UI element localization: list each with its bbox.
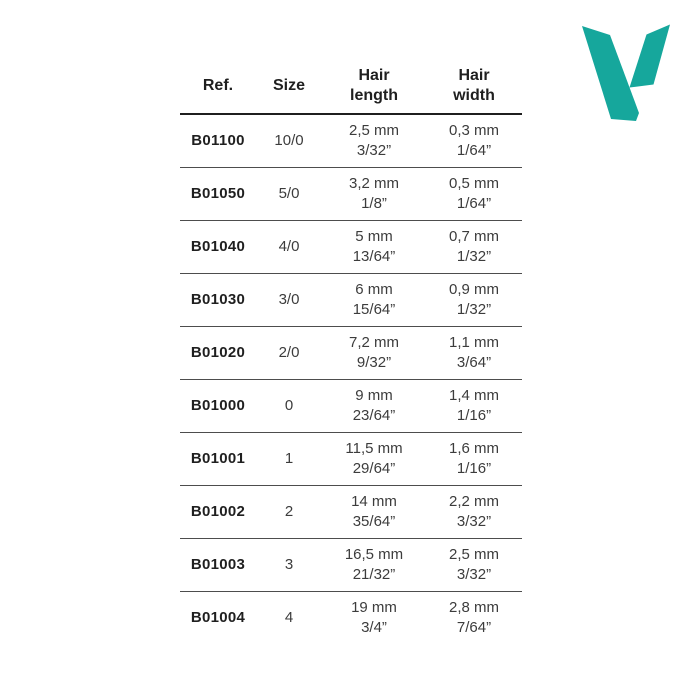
ref-cell bbox=[180, 486, 256, 539]
hair-width-inch: 1/32” bbox=[456, 301, 492, 318]
ref-cell bbox=[180, 327, 256, 380]
size-value: 5/0 bbox=[278, 185, 300, 202]
hair-width-cell bbox=[426, 433, 522, 486]
hair-width-cell bbox=[426, 274, 522, 327]
ref-cell bbox=[180, 274, 256, 327]
size-value: 0 bbox=[284, 397, 294, 414]
table-row bbox=[180, 539, 522, 592]
hair-width-mm: 2,8 mm bbox=[448, 599, 499, 616]
hair-width-cell bbox=[426, 327, 522, 380]
hair-width-inch: 1/64” bbox=[456, 195, 492, 212]
ref-cell bbox=[180, 221, 256, 274]
size-value: 4/0 bbox=[278, 238, 300, 255]
table-row bbox=[180, 221, 522, 274]
size-value: 3/0 bbox=[278, 291, 300, 308]
table-header-row bbox=[180, 58, 522, 114]
hair-width-inch: 7/64” bbox=[456, 619, 492, 636]
table-row bbox=[180, 433, 522, 486]
hair-length-inch: 35/64” bbox=[352, 513, 396, 530]
hair-length-mm: 7,2 mm bbox=[348, 334, 399, 351]
ref-value: B01004 bbox=[190, 609, 246, 626]
hair-length-inch: 21/32” bbox=[352, 566, 396, 583]
size-cell bbox=[256, 274, 322, 327]
hair-width-inch: 1/16” bbox=[456, 460, 492, 477]
hair-length-inch: 3/32” bbox=[356, 142, 392, 159]
hair-width-cell bbox=[426, 592, 522, 645]
ref-cell bbox=[180, 168, 256, 221]
header-hair-length bbox=[322, 58, 426, 114]
header-ref-label: Ref. bbox=[202, 76, 234, 94]
size-cell bbox=[256, 380, 322, 433]
ref-value: B01100 bbox=[191, 132, 245, 149]
size-value: 3 bbox=[284, 556, 294, 573]
hair-width-cell bbox=[426, 168, 522, 221]
hair-width-inch: 1/16” bbox=[456, 407, 492, 424]
size-value: 1 bbox=[284, 450, 294, 467]
hair-length-mm: 5 mm bbox=[355, 228, 393, 245]
size-cell bbox=[256, 221, 322, 274]
hair-width-cell bbox=[426, 486, 522, 539]
hair-length-mm: 19 mm bbox=[351, 599, 397, 616]
v-logo-right-stroke bbox=[630, 25, 671, 88]
size-cell bbox=[256, 486, 322, 539]
size-cell bbox=[256, 114, 322, 168]
hair-width-mm: 0,7 mm bbox=[448, 228, 499, 245]
hair-width-inch: 3/32” bbox=[456, 566, 492, 583]
table-row bbox=[180, 327, 522, 380]
table-row bbox=[180, 114, 522, 168]
hair-length-mm: 14 mm bbox=[351, 493, 397, 510]
ref-cell bbox=[180, 592, 256, 645]
table-row bbox=[180, 274, 522, 327]
hair-length-mm: 6 mm bbox=[355, 281, 393, 298]
size-value: 2/0 bbox=[278, 344, 300, 361]
table-body bbox=[180, 114, 522, 644]
table-row bbox=[180, 168, 522, 221]
hair-width-mm: 2,5 mm bbox=[448, 546, 499, 563]
ref-value: B01002 bbox=[190, 503, 246, 520]
hair-length-mm: 3,2 mm bbox=[348, 175, 399, 192]
header-hair-width bbox=[426, 58, 522, 114]
hair-length-mm: 16,5 mm bbox=[344, 546, 404, 563]
hair-length-inch: 23/64” bbox=[352, 407, 396, 424]
size-value: 10/0 bbox=[274, 132, 304, 149]
table-row bbox=[180, 380, 522, 433]
ref-value: B01020 bbox=[190, 344, 246, 361]
hair-length-inch: 13/64” bbox=[352, 248, 396, 265]
ref-cell bbox=[180, 114, 256, 168]
ref-value: B01050 bbox=[190, 185, 246, 202]
header-hair-length-line2: length bbox=[350, 86, 398, 104]
hair-length-inch: 29/64” bbox=[352, 460, 396, 477]
size-cell bbox=[256, 592, 322, 645]
hair-width-mm: 0,9 mm bbox=[448, 281, 499, 298]
hair-length-cell bbox=[322, 380, 426, 433]
hair-length-cell bbox=[322, 433, 426, 486]
hair-length-mm: 9 mm bbox=[355, 387, 393, 404]
size-cell bbox=[256, 539, 322, 592]
hair-length-inch: 1/8” bbox=[361, 195, 387, 212]
hair-width-cell bbox=[426, 539, 522, 592]
ref-value: B01040 bbox=[190, 238, 246, 255]
hair-length-inch: 3/4” bbox=[361, 619, 387, 636]
ref-cell bbox=[180, 539, 256, 592]
size-cell bbox=[256, 433, 322, 486]
size-cell bbox=[256, 327, 322, 380]
hair-width-inch: 1/32” bbox=[456, 248, 492, 265]
hair-width-mm: 1,6 mm bbox=[448, 440, 499, 457]
hair-length-cell bbox=[322, 168, 426, 221]
ref-value: B01030 bbox=[190, 291, 246, 308]
hair-width-mm: 1,1 mm bbox=[448, 334, 499, 351]
size-value: 2 bbox=[284, 503, 294, 520]
hair-length-cell bbox=[322, 114, 426, 168]
hair-length-cell bbox=[322, 592, 426, 645]
header-size-label: Size bbox=[272, 76, 305, 94]
size-value: 4 bbox=[284, 609, 294, 626]
header-hair-width-line1: Hair bbox=[458, 66, 490, 84]
hair-length-inch: 15/64” bbox=[352, 301, 396, 318]
hair-length-inch: 9/32” bbox=[356, 354, 392, 371]
hair-length-cell bbox=[322, 539, 426, 592]
hair-length-mm: 2,5 mm bbox=[348, 122, 399, 139]
hair-width-cell bbox=[426, 380, 522, 433]
table-row bbox=[180, 592, 522, 645]
hair-width-cell bbox=[426, 114, 522, 168]
hair-width-mm: 0,3 mm bbox=[448, 122, 499, 139]
hair-width-mm: 1,4 mm bbox=[448, 387, 499, 404]
hair-length-cell bbox=[322, 327, 426, 380]
hair-length-cell bbox=[322, 486, 426, 539]
ref-value: B01000 bbox=[190, 397, 246, 414]
v-logo-left-stroke bbox=[582, 26, 639, 121]
hair-length-mm: 11,5 mm bbox=[345, 440, 403, 457]
hair-width-cell bbox=[426, 221, 522, 274]
hair-length-cell bbox=[322, 221, 426, 274]
size-cell bbox=[256, 168, 322, 221]
hair-length-cell bbox=[322, 274, 426, 327]
ref-cell bbox=[180, 380, 256, 433]
hair-width-mm: 2,2 mm bbox=[448, 493, 499, 510]
hair-width-inch: 1/64” bbox=[456, 142, 492, 159]
table-row bbox=[180, 486, 522, 539]
header-hair-width-line2: width bbox=[453, 86, 495, 104]
hair-width-inch: 3/64” bbox=[456, 354, 492, 371]
size-spec-table bbox=[180, 58, 522, 644]
ref-value: B01003 bbox=[190, 556, 246, 573]
brand-v-logo bbox=[575, 15, 680, 125]
ref-cell bbox=[180, 433, 256, 486]
header-size bbox=[256, 58, 322, 114]
header-ref bbox=[180, 58, 256, 114]
header-hair-length-line1: Hair bbox=[358, 66, 390, 84]
ref-value: B01001 bbox=[190, 450, 246, 467]
hair-width-mm: 0,5 mm bbox=[448, 175, 499, 192]
hair-width-inch: 3/32” bbox=[456, 513, 492, 530]
